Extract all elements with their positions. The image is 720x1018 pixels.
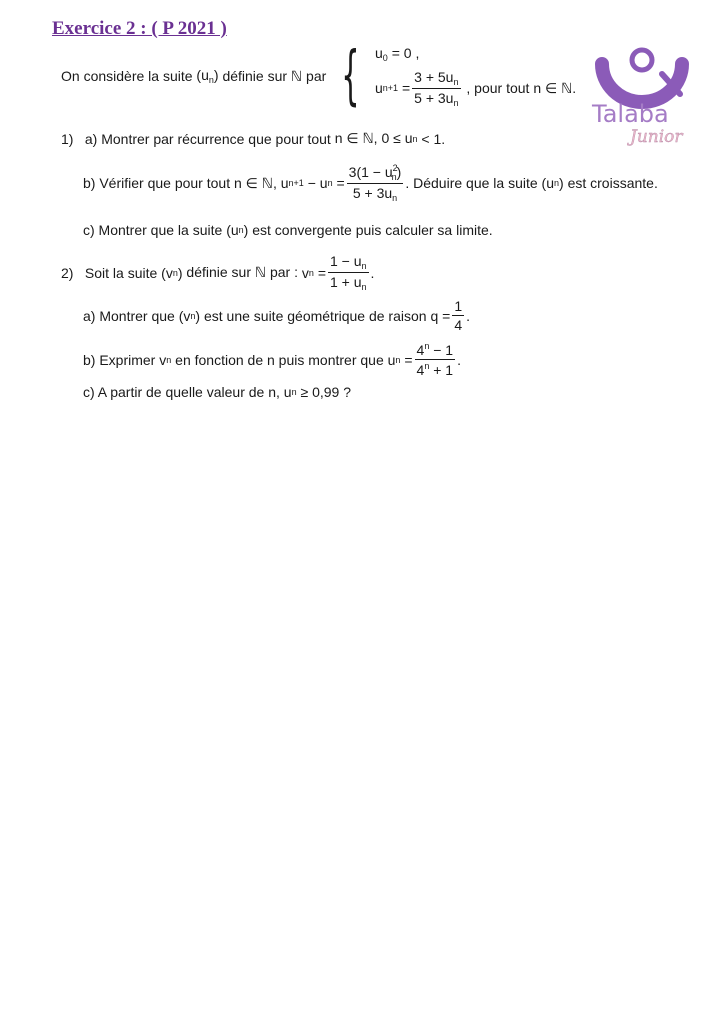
- logo-brand-text: Talaba: [592, 100, 669, 128]
- exercise-title: Exercice 2 : ( P 2021 ): [52, 18, 227, 39]
- intro-line: On considère la suite $(u_n)$ définie sur ℕ par { $u_0 = 0$ , u n+1 = $\frac{3 + 5u_n}{5 + 3u_n}$ , pour tout n ∈ ℕ.: [61, 39, 577, 113]
- logo-sub-text: Junior: [630, 127, 683, 147]
- question-2-intro: 2) Soit la suite (v n ) définie sur ℕ par : v n = $\frac{1 - u_n}{1 + u_n}$ .: [61, 253, 375, 292]
- question-1a: 1) a) Montrer par récurrence que pour tout n ∈ ℕ, 0 ≤ u n < 1.: [61, 130, 446, 147]
- question-1b: b) Vérifier que pour tout n ∈ ℕ, u n+1 − u n = $\frac{3(1 - u^2_n)}{5 + 3u_n}$ . Déduire que la suite (u n ) est croissante.: [83, 163, 658, 203]
- question-1c: c) Montrer que la suite (u n ) est convergente puis calculer sa limite.: [83, 222, 493, 238]
- question-2c: c) A partir de quelle valeur de n, u n ≥ 0,99 ?: [83, 384, 351, 400]
- question-2b: b) Exprimer v n en fonction de n puis montrer que u n = $\frac{4^n - 1}{4^n + 1}$ .: [83, 341, 461, 378]
- talaba-junior-logo: [588, 44, 696, 150]
- question-2a: a) Montrer que (v n ) est une suite géométrique de raison q = $\frac{1}{4}$ .: [83, 298, 470, 333]
- recurrence-system: { $u_0 = 0$ , u n+1 = $\frac{3 + 5u_n}{5 + 3u_n}$ , pour tout n ∈ ℕ.: [341, 39, 577, 113]
